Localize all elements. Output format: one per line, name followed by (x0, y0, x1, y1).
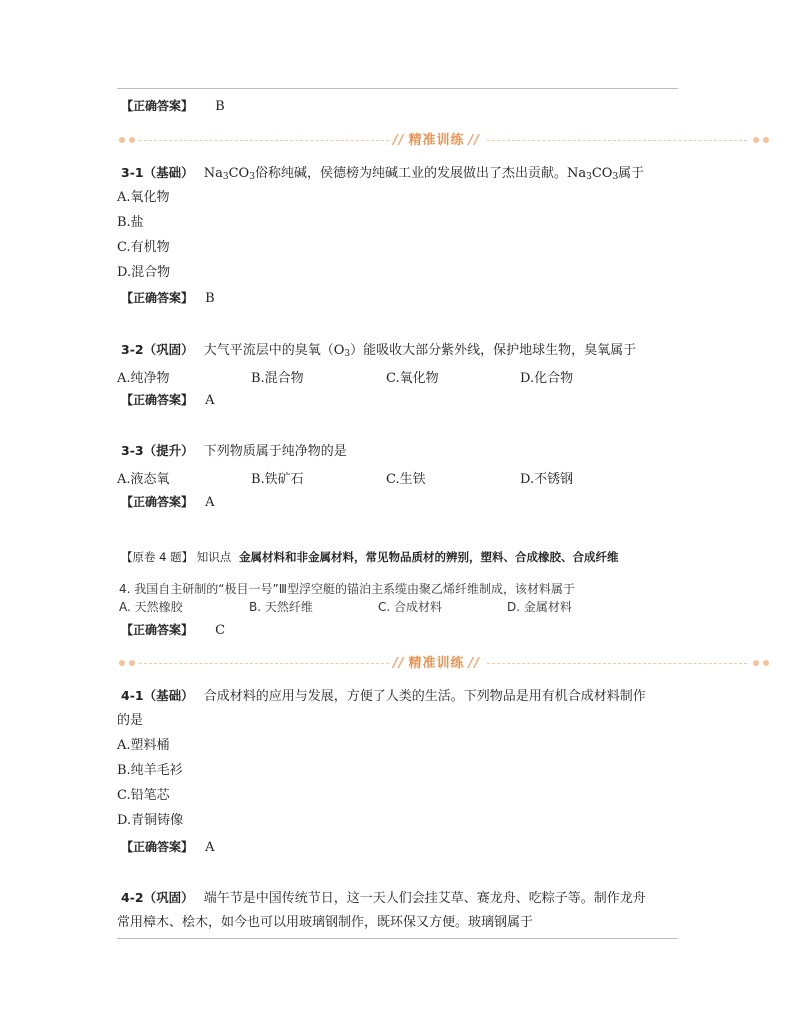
question-text: 下列物质属于纯净物的是 (203, 444, 347, 459)
banner-dot-icon (119, 660, 125, 666)
answer-label: 【正确答案】 (121, 291, 194, 305)
option: C.生铁 (386, 472, 426, 487)
option: D.化合物 (520, 371, 574, 386)
original-question-text: 4. 我国自主研制的“极目一号”Ⅲ型浮空艇的锚泊主系缆由聚乙烯纤维制成，该材料属于 (119, 582, 575, 596)
question-text: 大气平流层中的臭氧$(O_3)$能吸收大部分紫外线，保护地球生物，臭氧属于 (203, 343, 637, 359)
slash-icon: // (393, 656, 405, 671)
question-number: 3-3（提升） (121, 443, 194, 458)
answer-value: C (215, 623, 226, 638)
question-text: 合成材料的应用与发展，方便了人类的生活。下列物品是用有机合成材料制作 (203, 689, 646, 704)
answer-label: 【正确答案】 (121, 623, 194, 637)
answer-label: 【正确答案】 (121, 393, 194, 407)
answer-value: A (205, 495, 215, 510)
section-title: // 精准训练 // (393, 656, 481, 671)
banner-dot-icon (753, 660, 759, 666)
section-banner (117, 132, 771, 150)
option: B.盐 (117, 215, 144, 230)
question-text-continued: 的是 (117, 713, 144, 728)
option: C.铅笔芯 (117, 788, 170, 803)
top-divider (117, 88, 678, 89)
banner-dot-icon (129, 137, 135, 143)
answer-label: 【正确答案】 (121, 495, 194, 509)
bottom-divider (117, 938, 678, 939)
banner-dot-icon (753, 137, 759, 143)
option: A.氧化物 (117, 190, 170, 205)
option: A.塑料桶 (117, 738, 170, 753)
option: C.有机物 (117, 240, 170, 255)
banner-line (139, 663, 389, 664)
question-text-continued: 常用樟木、桧木，如今也可以用玻璃钢制作，既环保又方便。玻璃钢属于 (117, 915, 534, 930)
banner-dot-icon (763, 660, 769, 666)
banner-dot-icon (129, 660, 135, 666)
question-3-2 (121, 342, 636, 362)
answer-value: B (205, 291, 215, 306)
answer-label: 【正确答案】 (121, 99, 194, 113)
option: D.不锈钢 (520, 472, 574, 487)
banner-line (487, 663, 747, 664)
option: D.混合物 (117, 265, 171, 280)
question-3-1 (121, 165, 644, 185)
top-answer-row (121, 98, 225, 115)
slash-icon: // (468, 133, 481, 148)
answer-value: A (205, 393, 215, 408)
section-banner (117, 655, 771, 673)
question-text: $Na_3CO_3$俗称纯碱，侯德榜为纯碱工业的发展做出了杰出贡献。$Na_3CO_3$属于 (203, 166, 645, 182)
banner-line (139, 140, 389, 141)
option: B.混合物 (251, 371, 304, 386)
option: A.纯净物 (117, 371, 170, 386)
question-number: 3-2（巩固） (121, 342, 194, 357)
question-3-3 (121, 443, 347, 460)
question-4-2 (121, 890, 646, 907)
source-prefix: 【原卷 4 题】 知识点 (121, 550, 232, 564)
option: B.铁矿石 (251, 472, 304, 487)
slash-icon: // (393, 133, 405, 148)
question-number: 3-1（基础） (121, 165, 194, 180)
slash-icon: // (468, 656, 481, 671)
option: B. 天然纤维 (249, 600, 313, 614)
option: B.纯羊毛衫 (117, 763, 183, 778)
source-topics: 金属材料和非金属材料，常见物品质材的辨别，塑料、合成橡胶、合成纤维 (238, 550, 619, 564)
option: A. 天然橡胶 (119, 600, 183, 614)
question-number: 4-1（基础） (121, 688, 194, 703)
answer-row (121, 392, 215, 409)
option: D. 金属材料 (507, 600, 572, 614)
option: D.青铜铸像 (117, 813, 184, 828)
answer-row (121, 290, 215, 307)
question-4-1 (121, 688, 646, 705)
option: A.液态氧 (117, 472, 170, 487)
question-number: 4-2（巩固） (121, 890, 194, 905)
answer-row (121, 839, 215, 856)
answer-row (121, 494, 215, 511)
answer-value: A (205, 840, 215, 855)
banner-dot-icon (119, 137, 125, 143)
banner-line (487, 140, 747, 141)
section-title: // 精准训练 // (393, 133, 481, 148)
option: C. 合成材料 (378, 600, 443, 614)
option: C.氧化物 (386, 371, 439, 386)
question-text: 端午节是中国传统节日，这一天人们会挂艾草、赛龙舟、吃粽子等。制作龙舟 (203, 891, 646, 906)
answer-label: 【正确答案】 (121, 840, 194, 854)
answer-row (121, 622, 225, 639)
banner-dot-icon (763, 137, 769, 143)
original-question-source (121, 549, 618, 565)
answer-value: B (215, 99, 225, 114)
